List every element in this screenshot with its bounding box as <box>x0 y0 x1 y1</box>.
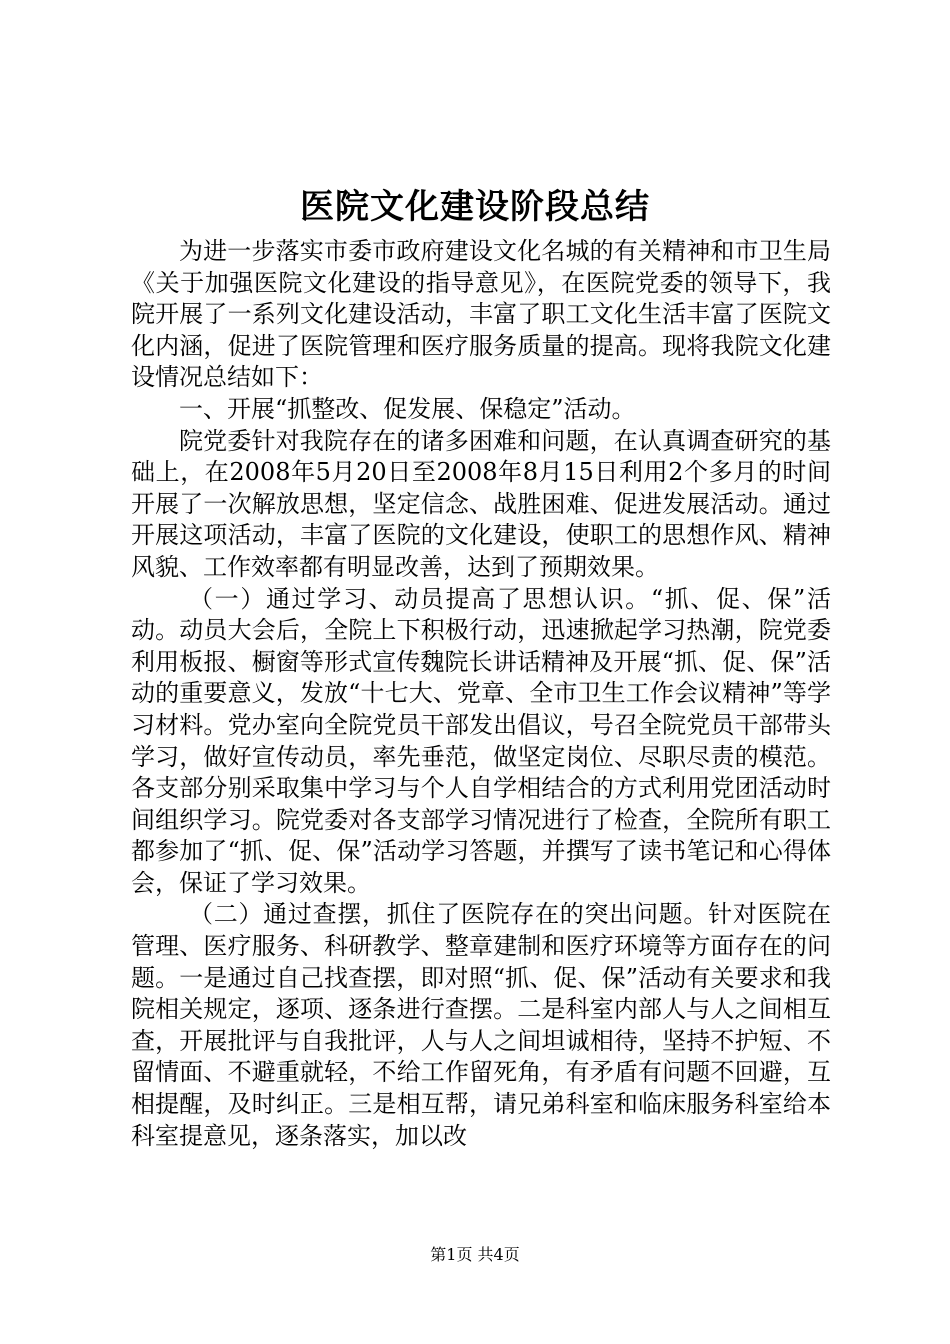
paragraph-subsection-2: （二）通过查摆，抓住了医院存在的突出问题。针对医院在管理、医疗服务、科研教学、整章建制和医疗环境等方面存在的问题。一是通过自己找查摆，即对照“抓、促、保”活动有关要求和我院相关规定，逐项、逐条进行查摆。二是科室内部人与人之间相互查，开展批评与自我批评，人与人之间坦诚相待，坚持不护短、不留情面、不避重就轻，不给工作留死角，有矛盾有问题不回避，互相提醒，及时纠正。三是相互帮，请兄弟科室和临床服务科室给本科室提意见，逐条落实，加以改 <box>131 900 831 1150</box>
paragraph-intro: 为进一步落实市委市政府建设文化名城的有关精神和市卫生局《关于加强医院文化建设的指导意见》，在医院党委的领导下，我院开展了一系列文化建设活动，丰富了职工文化生活丰富了医院文化内涵，促进了医院管理和医疗服务质量的提高。现将我院文化建设情况总结如下： <box>131 237 831 392</box>
page-number-footer: 第1页 共4页 <box>430 1245 520 1264</box>
document-title: 医院文化建设阶段总结 <box>300 187 650 227</box>
section-heading-1: 一、开展“抓整改、促发展、保稳定”活动。 <box>179 394 636 423</box>
paragraph-subsection-1: （一）通过学习、动员提高了思想认识。“抓、促、保”活动。动员大会后，全院上下积极行动，迅速掀起学习热潮，院党委利用板报、橱窗等形式宣传魏院长讲话精神及开展“抓、促、保”活动的重要意义，发放“十七大、党章、全市卫生工作会议精神”等学习材料。党办室向全院党员干部发出倡议，号召全院党员干部带头学习，做好宣传动员，率先垂范，做坚定岗位、尽职尽责的模范。各支部分别采取集中学习与个人自学相结合的方式利用党团活动时间组织学习。院党委对各支部学习情况进行了检查，全院所有职工都参加了“抓、促、保”活动学习答题，并撰写了读书笔记和心得体会，保证了学习效果。 <box>131 584 831 897</box>
paragraph-section-1: 院党委针对我院存在的诸多困难和问题，在认真调查研究的基础上，在2008年5月20日至2008年8月15日利用2个多月的时间开展了一次解放思想，坚定信念、战胜困难、促进发展活动。通过开展这项活动，丰富了医院的文化建设，使职工的思想作风、精神风貌、工作效率都有明显改善，达到了预期效果。 <box>131 426 831 581</box>
document-body <box>131 236 831 1152</box>
